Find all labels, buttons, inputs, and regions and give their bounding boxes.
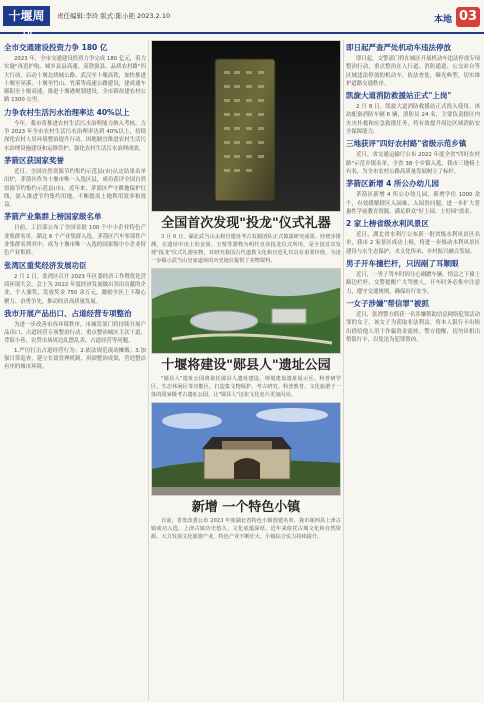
left-article-headline: 茅箭区获国家奖誉: [4, 155, 64, 165]
right-article-headline: 男子开车撞栏杆，只因剐了耳顺眼: [346, 259, 459, 269]
town-gate-photo: [151, 402, 341, 496]
left-article-headline: 茅箭产业集群上榜国家级名单: [4, 212, 102, 222]
left-column: [4, 40, 146, 373]
left-article-headline: 张湾区重奖经济发展功臣: [4, 260, 87, 270]
park-aerial-photo: [151, 268, 341, 354]
left-article-headline: 全市交通建设投资力争 180 亿: [4, 43, 108, 52]
right-article-headline: 即日起严查严处机动车违法停放: [346, 43, 451, 52]
right-article-headline: 凯旋大道消防救援站正式"上岗": [346, 91, 452, 101]
jade-plaque-photo: [151, 40, 341, 212]
column-divider: [148, 40, 149, 700]
left-article-headline: 力争农村生活污水治理率达 40%以上: [4, 107, 130, 117]
feature-1-title: 全国首次发现"投龙"仪式礼器: [161, 216, 331, 231]
left-article-paragraph: 日前，工信部公布了全国首批 100 个中小企业特色产业集群名单，湖北 6 个产业集群入选，茅箭区汽车零部件产业集群名列其中，成为十堰市唯一入选的国家级中小企业特色产业集群。: [4, 225, 146, 257]
right-article-paragraph: 近日，张湾警方抓获一名涉嫌帮助信息网络犯罪活动罪的女子。该女子为获取非法利益，将本人银行卡出租出借给他人用于诈骗资金流转。警方提醒，切勿出租出借银行卡，以免沦为犯罪帮凶。: [346, 311, 480, 343]
feature-2-title: 十堰将建设"郧县人"遗址公园: [161, 358, 331, 373]
right-article-headline: 2 家上榜省级水利风景区: [346, 219, 429, 229]
left-article-headline: 我市开展产品出口、占道经营专项整治: [4, 308, 132, 318]
right-article-paragraph: 茅箭区新增 4 所公办幼儿园，新增学位 1000 余个，有效缓解辖区入园难、入园贵问题，进一步扩大普惠性学前教育资源，满足群众"好上园、上好园"需求。: [346, 192, 480, 215]
right-article-paragraph: 即日起，交警部门将在城区开展机动车违法停放专项整治行动，重点整治在人行道、消防通道、公交站台等区域违法停放的机动车，依法查处，曝光典型，切实维护道路交通秩序。: [346, 56, 480, 87]
feature-column: [151, 40, 341, 544]
feature-3-title: 新增 一个特色小镇: [191, 500, 301, 515]
right-article-headline: 茅箭区新增 4 所公办幼儿园: [346, 179, 439, 189]
column-divider: [343, 40, 344, 700]
page-number-badge: 03: [456, 7, 480, 27]
right-article-paragraph: 近日，湖北省水利厅公布新一批省级水利风景区名单，我市 2 家景区成功上榜，将进一步推动水利风景区建设与水生态保护、水文化传承、乡村振兴融合发展。: [346, 232, 480, 255]
feature-1-text: 3 月 6 日，湖北武当山太和宫遗址考古发掘团队正式披露研究成果。经初步推测，在遗址中出土的金简、玉璧等器物为明代皇帝投龙仪式所用，是全国首次发现"投龙"仪式礼器实物，对研究我国古代道教文化和宫廷礼仪具有重要价值，为进一步揭示武当山皇家道场的历史地位提供了实物资料。: [151, 234, 341, 264]
right-column: [346, 40, 480, 345]
jade-plaque-image: [152, 41, 341, 212]
page-header: [0, 0, 484, 43]
right-article-paragraph: 2 月 8 日，凯旋大道消防救援站正式投入使用。该站配备消防车辆 6 辆、消防员 24 名，主要负责辖区内火灾扑救和应急救援任务，将有效提升周边区域消防安全保障能力。: [346, 104, 480, 136]
town-gate-image: [152, 403, 341, 496]
left-article-paragraph: 今年，我市将推进农村生活污水治理能力纳入考核，力争 2023 年全市农村生活污水治理率达到 40%以上，持续深化农村人居环境整治提升行动，因地制宜推进农村生活污水治理设施建设和运维管护，强化农村生活污水治理成效。: [4, 120, 146, 152]
right-article-headline: 一女子涉嫌"帮信罪"被抓: [346, 298, 429, 308]
park-aerial-image: [152, 269, 341, 354]
left-article-paragraph: 近日，全国自然资源节约集约示范县(市)认定结果名单出炉，茅箭区作为十堰市唯一入选区县，成功获评全国自然资源节约集约示范县(市)。近年来，茅箭区严守耕地保护红线，深入推进节约集约用地，不断提高土地利用效率和效益。: [4, 168, 146, 209]
left-article-paragraph: 2 月 1 日，张湾区召开 2023 年区委经济工作暨优化营商环境大会，会上为 2022 年度经济发展做出突出贡献的企业、个人颁奖，发放奖金 750 余万元，激励全区上下凝心聚力、奋勇争先，推动经济高质量发展。: [4, 273, 146, 305]
section-name: 本地: [434, 15, 453, 25]
right-article-paragraph: 近日，省交通运输厅公布 2022 年度全省"四好农村路"示范乡镇名单，全省 38 个乡镇入选，我市三地榜上有名，为全市农村公路高质量发展树立了标杆。: [346, 152, 480, 175]
editor-line: 责任编辑:李玲 版式:陈小艳 2023.2.10: [57, 12, 171, 20]
feature-2-text: "郧县人"遗址公园将依托郧县人遗址建设，规划建设遗址展示区、科普研学区、生态休闲区等功能区，打造集文物保护、考古研究、科普教育、文化旅游于一体的国家级考古遗址公园，让"郧县人"这张文化名片更加闪亮。: [151, 376, 341, 398]
right-article-paragraph: 近日，一男子驾车时因分心剐蹭车辆，情急之下撞上路边栏杆，交警提醒广大驾驶人，开车时务必集中注意力，遵守交通规则，确保出行安全。: [346, 272, 480, 295]
masthead-logo: 十堰周刊: [3, 6, 50, 26]
left-article-paragraph: 1.严厉打击占道经营行为；2.依法规范流动摊贩；3.加强日常巡查，建立长效管理机制，巩固整治成果，营造整洁有序的城市环境。: [4, 347, 146, 371]
left-article-paragraph: 2023 年，全市交通建设投资力争完成 180 亿元，着力实施"再造护航、城乡县县高速、高铁强县、品质农村路"四大行动，启动十堰北绕城公路、武汉至十堰高铁，加快推进十堰至巫溪、十堰至竹山、竹溪等高速公路建设，建成通车郧阳至十堰高速，推进十堰港规划建设，全市新改建农村公路 1300 公里。: [4, 56, 146, 104]
left-article-paragraph: 为进一步改善市容环境秩序，市城管部门将持续开展产品出口、占道经营专项整治行动，重点整治城区主次干道、背街小巷、农贸市场周边乱摆乱卖、占道经营等问题。: [4, 321, 146, 345]
right-article-headline: 三地获评"四好农村路"省级示范乡镇: [346, 139, 467, 149]
feature-3-text: 日前，省发改委公布 2023 年度湖北省特色小镇创建名单，我市郧西县上津古镇成功入选。上津古镇历史悠久、文化底蕴深厚，近年来依托古城文化和自然资源，大力发展文化旅游产业，特色产业不断壮大，小镇综合实力持续提升。: [151, 518, 341, 540]
